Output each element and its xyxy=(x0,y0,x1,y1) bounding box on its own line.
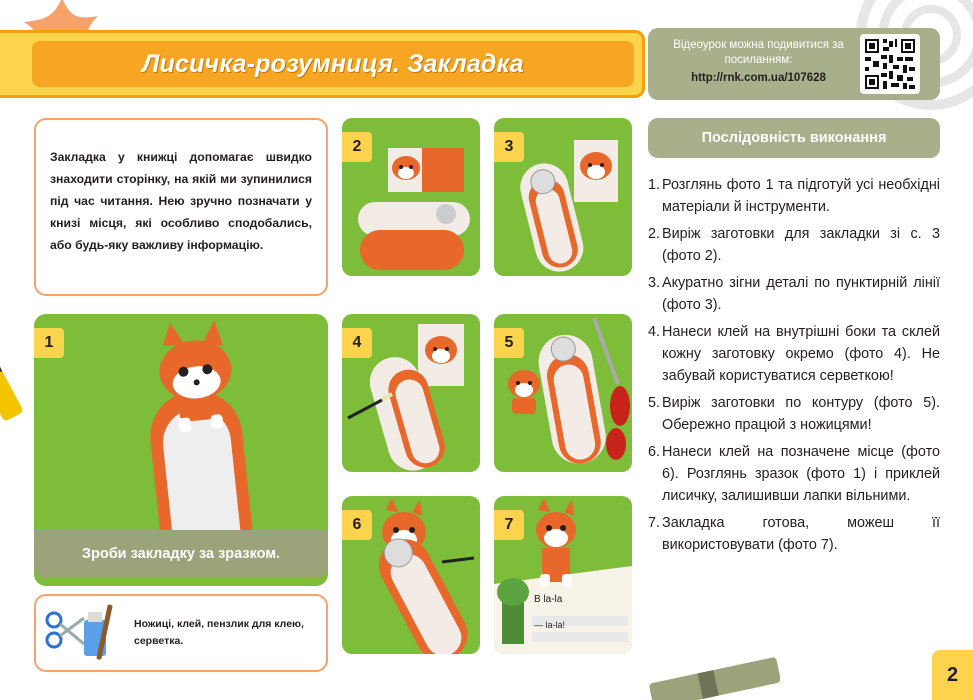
step-item xyxy=(648,321,940,387)
photo-3 xyxy=(494,118,632,276)
step-item xyxy=(648,392,940,436)
sequence-title: Послідовність виконання xyxy=(701,130,887,146)
step-number: 4. xyxy=(648,324,661,340)
photo-number: 3 xyxy=(494,132,524,162)
materials-text: Ножиці, клей, пензлик для клею, серветка. xyxy=(134,618,304,647)
book-text-line-2: — la-la! xyxy=(534,620,566,630)
gray-crayon-decoration xyxy=(640,640,780,700)
step-text: Виріж заготовки по контуру (фото 5). Обережно працюй з ножицями! xyxy=(662,395,940,433)
page-title: Лисичка-розумниця. Закладка xyxy=(142,49,524,78)
photo-7 xyxy=(494,496,632,654)
photo-number: 6 xyxy=(342,510,372,540)
photo-5 xyxy=(494,314,632,472)
step-text: Нанеси клей на внутрішні боки та склей кожну заготовку окремо (фото 4). Не забувай користуватися серветкою! xyxy=(662,324,940,384)
book-text-line-1: В la-la xyxy=(534,594,563,605)
step-item xyxy=(648,223,940,267)
step-item xyxy=(648,174,940,218)
video-lesson-text: Відеоурок можна подивитися за посиланням: xyxy=(673,39,844,66)
photo-2 xyxy=(342,118,480,276)
step-number: 7. xyxy=(648,515,661,531)
photo-number: 2 xyxy=(342,132,372,162)
photo-1-caption-bar xyxy=(34,530,328,578)
step-number: 2. xyxy=(648,226,661,242)
steps-list xyxy=(648,174,940,561)
photo-4 xyxy=(342,314,480,472)
photo-number: 4 xyxy=(342,328,372,358)
qr-code-icon[interactable] xyxy=(860,34,920,94)
title-banner xyxy=(0,30,645,98)
materials-box xyxy=(34,594,328,672)
step-number: 5. xyxy=(648,395,661,411)
intro-text: Закладка у книжці допомагає швидко знаходити сторінку, на якій ми зупинилися під час читання. Нею зручно позначати у книзі місця, які особливо сподобались, або будь-яку важливу інформацію. xyxy=(50,150,312,252)
step-number: 3. xyxy=(648,275,661,291)
step-item xyxy=(648,272,940,316)
scissors-glue-brush-icon xyxy=(40,600,130,668)
step-text: Закладка готова, можеш її використовувати (фото 7). xyxy=(662,515,940,553)
step-text: Розглянь фото 1 та підготуй усі необхідні матеріали й інструменти. xyxy=(662,177,940,215)
step-item xyxy=(648,441,940,507)
step-item xyxy=(648,512,940,556)
step-text: Нанеси клей на позначене місце (фото 6). Розглянь зразок (фото 1) і приклей лисичку, залишивши лапки вільними. xyxy=(662,444,940,504)
title-banner-inner xyxy=(32,41,634,87)
step-text: Акуратно зігни деталі по пунктирній лінії (фото 3). xyxy=(662,275,940,313)
video-lesson-box xyxy=(648,28,940,100)
sequence-header xyxy=(648,118,940,158)
step-text: Виріж заготовки для закладки зі с. 3 (фото 2). xyxy=(662,226,940,264)
page-number: 2 xyxy=(932,650,973,700)
photo-6 xyxy=(342,496,480,654)
photo-number: 5 xyxy=(494,328,524,358)
photo-number: 1 xyxy=(34,328,64,358)
fox-bookmark-illustration xyxy=(34,314,328,544)
intro-box xyxy=(34,118,328,296)
video-lesson-link[interactable]: http://rnk.com.ua/107628 xyxy=(691,72,826,84)
step-number: 1. xyxy=(648,177,661,193)
photo-1-caption: Зроби закладку за зразком. xyxy=(81,546,281,562)
step-number: 6. xyxy=(648,444,661,460)
photo-number: 7 xyxy=(494,510,524,540)
